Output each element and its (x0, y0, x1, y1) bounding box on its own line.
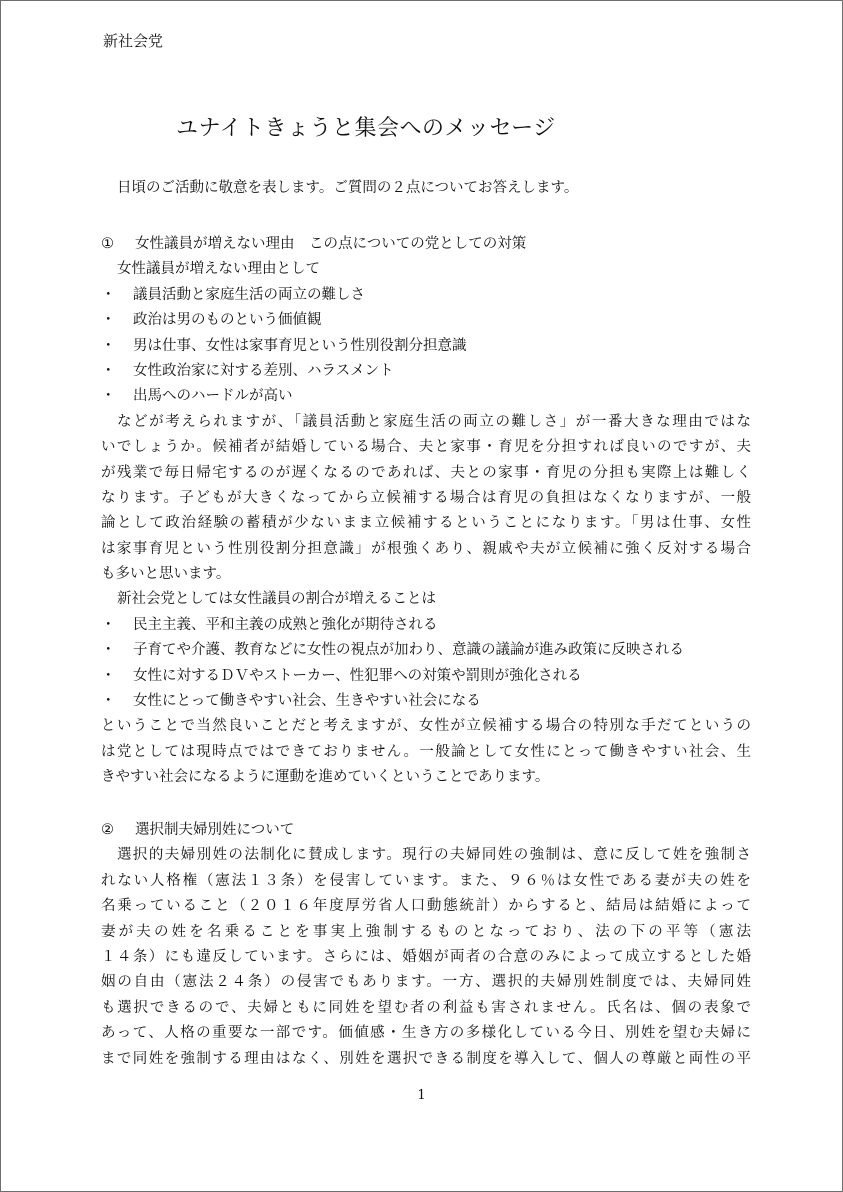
bullet-mark: ・ (101, 693, 116, 710)
list-item (101, 308, 751, 333)
paragraph-line: れない人格権（憲法１３条）を侵害しています。また、９６％は女性である妻が夫の姓を (101, 872, 751, 889)
bullet-mark: ・ (101, 667, 116, 684)
list-item-text: 子育てや介護、教育などに女性の視点が加わり、意識の議論が進み政策に反映される (133, 642, 684, 659)
list-item (101, 359, 751, 384)
list-item-text: 女性政治家に対する差別、ハラスメント (133, 362, 394, 379)
section-heading-text: 選択制夫婦別姓について (135, 822, 295, 838)
sub-intro: 女性議員が増えない理由として (117, 261, 320, 278)
document-title: ユナイトきょうと集会へのメッセージ (176, 116, 556, 141)
bullet-mark: ・ (101, 642, 116, 659)
list-item-text: 女性にとって働きやすい社会、生きやすい社会になる (133, 693, 481, 710)
paragraph-line: などが考えられますが、「議員活動と家庭生活の両立の難しさ」が一番大きな理由ではな (117, 413, 751, 430)
bullet-mark: ・ (101, 362, 116, 379)
paragraph-line: は党としては現時点ではできておりません。一般論として女性にとって働きやすい社会、生 (101, 743, 751, 760)
sub-intro-2: 新社会党としては女性議員の割合が増えることは (117, 591, 436, 608)
intro-text: 日頃のご活動に敬意を表します。ご質問の２点についてお答えします。 (117, 180, 579, 196)
paragraph-line: 選択的夫婦別姓の法制化に賛成します。現行の夫婦同姓の強制は、意に反して姓を強制さ (117, 847, 751, 864)
paragraph-line: は家事育児という性別役割分担意識」が根強くあり、親戚や夫が立候補に強く反対する場合 (101, 540, 751, 557)
paragraph-line: ということで当然良いことだと考えますが、女性が立候補する場合の特別な手だてというの (101, 718, 751, 735)
list-item (101, 638, 751, 663)
section-1 (101, 232, 751, 791)
list-item (101, 689, 751, 714)
section-number: ① (101, 236, 114, 252)
party-name: 新社会党 (103, 32, 164, 50)
section-1-heading (101, 232, 751, 257)
paragraph-line: １４条）にも違反しています。さらには、婚姻が両者の合意のみによって成立するとした婚 (101, 948, 751, 965)
list-item-text: 民主主義、平和主義の成熟と強化が期待される (133, 616, 438, 633)
list-item-text: 議員活動と家庭生活の両立の難しさ (133, 286, 365, 303)
bullet-mark: ・ (101, 337, 116, 354)
paragraph-line: いでしょうか。候補者が結婚している場合、夫と家事・育児を分担すれば良いのですが、夫 (101, 439, 751, 456)
paragraph-line: も多いと思います。 (101, 566, 231, 583)
list-item (101, 613, 751, 638)
paragraph-line: 名乗っていること（２０１６年度厚労省人口動態統計）からすると、結局は結婚によって (101, 898, 751, 915)
paragraph-line: が残業で毎日帰宅するのが遅くなるのであれば、夫との家事・育児の分担も実際上は難しく (101, 464, 751, 481)
list-item (101, 334, 751, 359)
list-item (101, 283, 751, 308)
paragraph-line: まで同姓を強制する理由はなく、別姓を選択できる制度を導入して、個人の尊厳と両性の平 (101, 1050, 751, 1067)
paragraph-line: きやすい社会になるように運動を進めていくということであります。 (101, 769, 550, 786)
paragraph-line: も選択できるので、夫婦ともに同姓を望む者の利益も害されません。氏名は、個の表象で (101, 999, 751, 1016)
list-item-text: 男は仕事、女性は家事育児という性別役割分担意識 (133, 337, 467, 354)
bullet-mark: ・ (101, 388, 116, 405)
page-number: 1 (417, 1088, 426, 1103)
section-2-heading (101, 818, 751, 843)
list-item-text: 出馬へのハードルが高い (133, 388, 293, 405)
bullet-mark: ・ (101, 616, 116, 633)
list-item (101, 384, 751, 409)
section-number: ② (101, 822, 114, 838)
bullet-mark: ・ (101, 312, 116, 329)
list-item-text: 女性に対するＤＶやストーカー、性犯罪への対策や罰則が強化される (133, 667, 582, 684)
paragraph-line: あって、人格の重要な一部です。価値感・生き方の多様化している今日、別姓を望む夫婦に (101, 1025, 751, 1042)
paragraph-line: 姻の自由（憲法２４条）の侵害でもあります。一方、選択的夫婦別姓制度では、夫婦同姓 (101, 974, 751, 991)
list-item-text: 政治は男のものという価値観 (133, 312, 322, 329)
list-item (101, 664, 751, 689)
paragraph-line: なります。子どもが大きくなってから立候補する場合は育児の負担はなくなりますが、一般 (101, 489, 751, 506)
section-2 (101, 818, 751, 1072)
section-heading-text: 女性議員が増えない理由 この点についての党としての対策 (135, 236, 527, 252)
paragraph-line: 妻が夫の姓を名乗ることを事実上強制するものとなっており、法の下の平等（憲法 (101, 923, 751, 940)
bullet-mark: ・ (101, 286, 116, 303)
paragraph-line: 論として政治経験の蓄積が少ないまま立候補するということになります。「男は仕事、女性 (101, 515, 751, 532)
